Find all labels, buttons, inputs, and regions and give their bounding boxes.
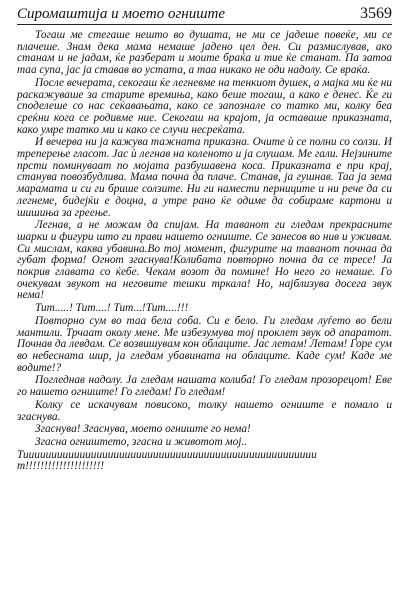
page-number: 3569 — [360, 5, 392, 22]
paragraph: Колку се искачувам повисоко, толку нашето огниште е помало и згаснува. — [17, 398, 392, 423]
paragraph: Тит.....! Тит....! Тит...!Тит....!!! — [35, 302, 189, 315]
paragraph: И вечерва ни ја кажува тажната приказна. Очите ѝ се полни со солзи. И треперење гласот. Јас ѝ легнав на коленото и ја слушам. Ме гали. Нејзините прсти поминуваат по мојата разбушавена коса. Приказната е при крај, станува повозбудлива. Мама почна да плаче. Станав, ја гушнав. Таа ја зема марамата и си ги брише солзите. Ни ги намести перниците и ни рече да си легнеме, бидејќи е доцна, а утре рано ќе одиме да собираме картони и шишиња за греење. — [17, 136, 392, 219]
running-title: Сиромаштија и моето огниште — [17, 6, 226, 22]
paragraph: Повторно сум во таа бела соба. Си е бело. Ги гледам луѓето во бели мантили. Трчаат околу мене. Ме избезумува тој проклет звук од апаратот. Почнав да левдам. Се возвишувам кон облаците. Јас летам! Летам! Горе сум во небесната шир, ја гледам убавината на облаците. Каде сум! Каде ме водите!? — [17, 314, 393, 374]
paragraph: Погледнав надолу. Ја гледам нашата колиба! Го гледам прозорецот! Еве го нашето огниште! Го гледам! Го гледам! — [17, 374, 392, 399]
running-header — [17, 4, 392, 25]
paragraph: Згасна огништето, згасна и животот мој.. — [35, 435, 248, 448]
paragraph: Тогаш ме стегаше нешто во душата, не ми се јадеше повеќе, ми се плачеше. Знам дека мама немаше јадено цел ден. Си размислував, ако станам и не јадам, ќе разберат и моите браќа и тие ќе станат. Па затоа таа супа, јас ја ставав во устата, а таа никако не оди надолу. Се враќа. — [17, 29, 392, 77]
paragraph: Тиииииииииииииииииииииииииииииииииииииииииииииииииииит!!!!!!!!!!!!!!!!!!!!! — [17, 448, 317, 473]
paragraph: После вечерата, секогаш ќе легневме на тенкиот душек, а мајка ми ќе ни раскажуваше за старите времиња, како беше тогаш, а како е денес. Ќе ги споделеше со нас сеќавањата, како се запознале со татко ми, колку беа среќни кога се родивме ние. Секогаш на крајот, ја оставаше приказната, како умре татко ми и како се случи несреќата. — [17, 76, 392, 136]
story-text — [17, 30, 392, 473]
paragraph: Легнав, а не можам да спијам. На таванот ги гледам прекрасните шарки и фигури што ги прави нашето огниште. Се занесов во нив и уживам. Си мислам, каква убавина.Во тој момент, фигурите на таванот почнаа да губат форма! Огнот згаснува!Колибата повторно почна да се тресе! Ја покрив главата со ќебе. Чекам возот да помине! Но него го немаше. Го очекувам звукот на неговите тешки тркала! Но, најблизува досега звук нема! — [17, 219, 392, 302]
paragraph: Згаснува! Згаснува, моето огниште го нема! — [35, 423, 251, 436]
